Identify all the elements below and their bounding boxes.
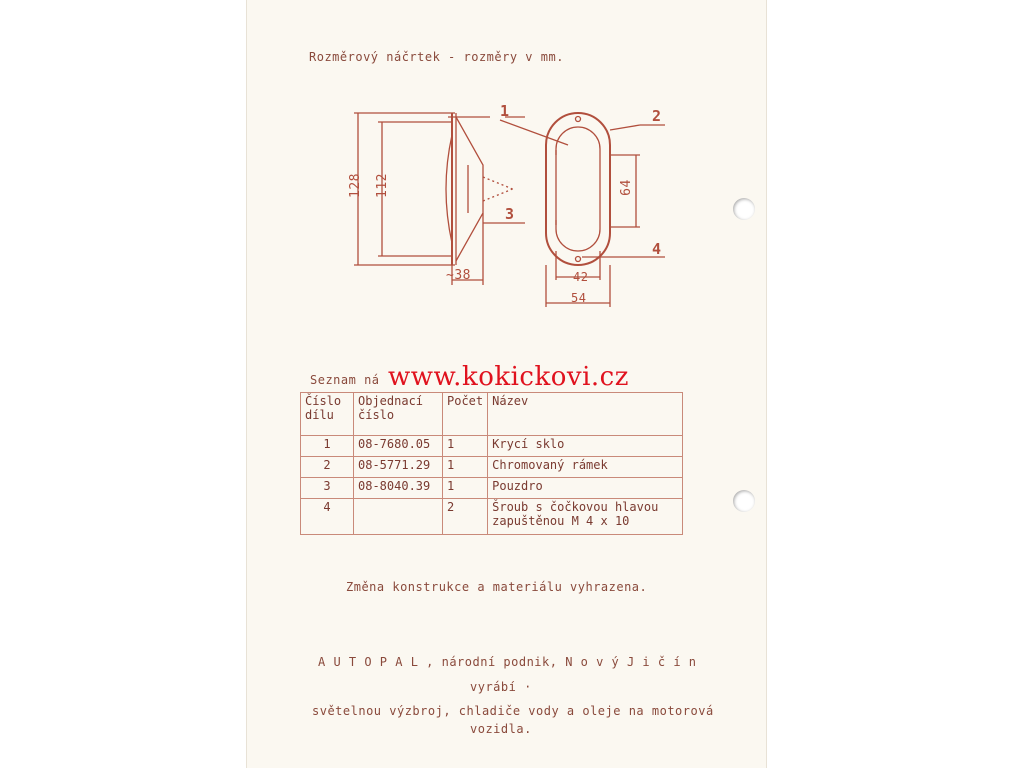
disclaimer-note: Změna konstrukce a materiálu vyhrazena.: [346, 580, 648, 594]
header-pocet: Počet: [443, 393, 488, 436]
dim-inner-width: 42: [573, 270, 589, 284]
cell-pocet: 1: [443, 436, 488, 457]
callout-2: 2: [652, 107, 662, 125]
parts-list-caption: Seznam ná: [310, 373, 380, 387]
table-row: [301, 457, 683, 478]
cell-nazev: Chromovaný rámek: [488, 457, 683, 478]
cell-nazev: Šroub s čočkovou hlavou zapuštěnou M 4 x 10: [488, 499, 683, 535]
watermark: www.kokickovi.cz: [388, 362, 629, 392]
cell-objednaci: 08-5771.29: [354, 457, 443, 478]
header-cislo: Číslo dílu: [301, 393, 354, 436]
table-header-row: [301, 393, 683, 436]
dim-depth: ~38: [446, 268, 471, 283]
cell-objednaci: 08-8040.39: [354, 478, 443, 499]
callout-1: 1: [500, 102, 510, 120]
cell-pocet: 1: [443, 457, 488, 478]
table-row: [301, 499, 683, 535]
side-view: [354, 113, 515, 285]
cell-cislo: 4: [301, 499, 354, 535]
cell-cislo: 1: [301, 436, 354, 457]
punch-hole-top: [733, 198, 755, 220]
cell-objednaci: 08-7680.05: [354, 436, 443, 457]
header-nazev: Název: [488, 393, 683, 436]
footer-vehicles: vozidla.: [470, 722, 532, 736]
cell-nazev: Krycí sklo: [488, 436, 683, 457]
cell-cislo: 2: [301, 457, 354, 478]
sketch-heading: Rozměrový náčrtek - rozměry v mm.: [309, 50, 564, 64]
cell-pocet: 1: [443, 478, 488, 499]
footer-products: světelnou výzbroj, chladiče vody a oleje na motorová: [312, 704, 714, 718]
dim-outer-width: 54: [571, 291, 587, 305]
callout-3: 3: [505, 205, 515, 223]
header-objednaci: Objednací číslo: [354, 393, 443, 436]
punch-hole-bottom: [733, 490, 755, 512]
cell-pocet: 2: [443, 499, 488, 535]
footer-produces: vyrábí ·: [470, 680, 532, 694]
callout-leaders: [483, 117, 665, 257]
dim-inner-height: 112: [374, 173, 390, 198]
table-row: [301, 436, 683, 457]
dim-slot-height: 64: [618, 179, 634, 196]
cell-nazev: Pouzdro: [488, 478, 683, 499]
parts-table: [300, 392, 683, 535]
table-row: [301, 478, 683, 499]
dim-outer-height: 128: [347, 173, 363, 198]
cell-objednaci: [354, 499, 443, 535]
callout-4: 4: [652, 240, 662, 258]
footer-manufacturer: A U T O P A L , národní podnik, N o v ý J i č í n: [318, 655, 697, 669]
cell-cislo: 3: [301, 478, 354, 499]
